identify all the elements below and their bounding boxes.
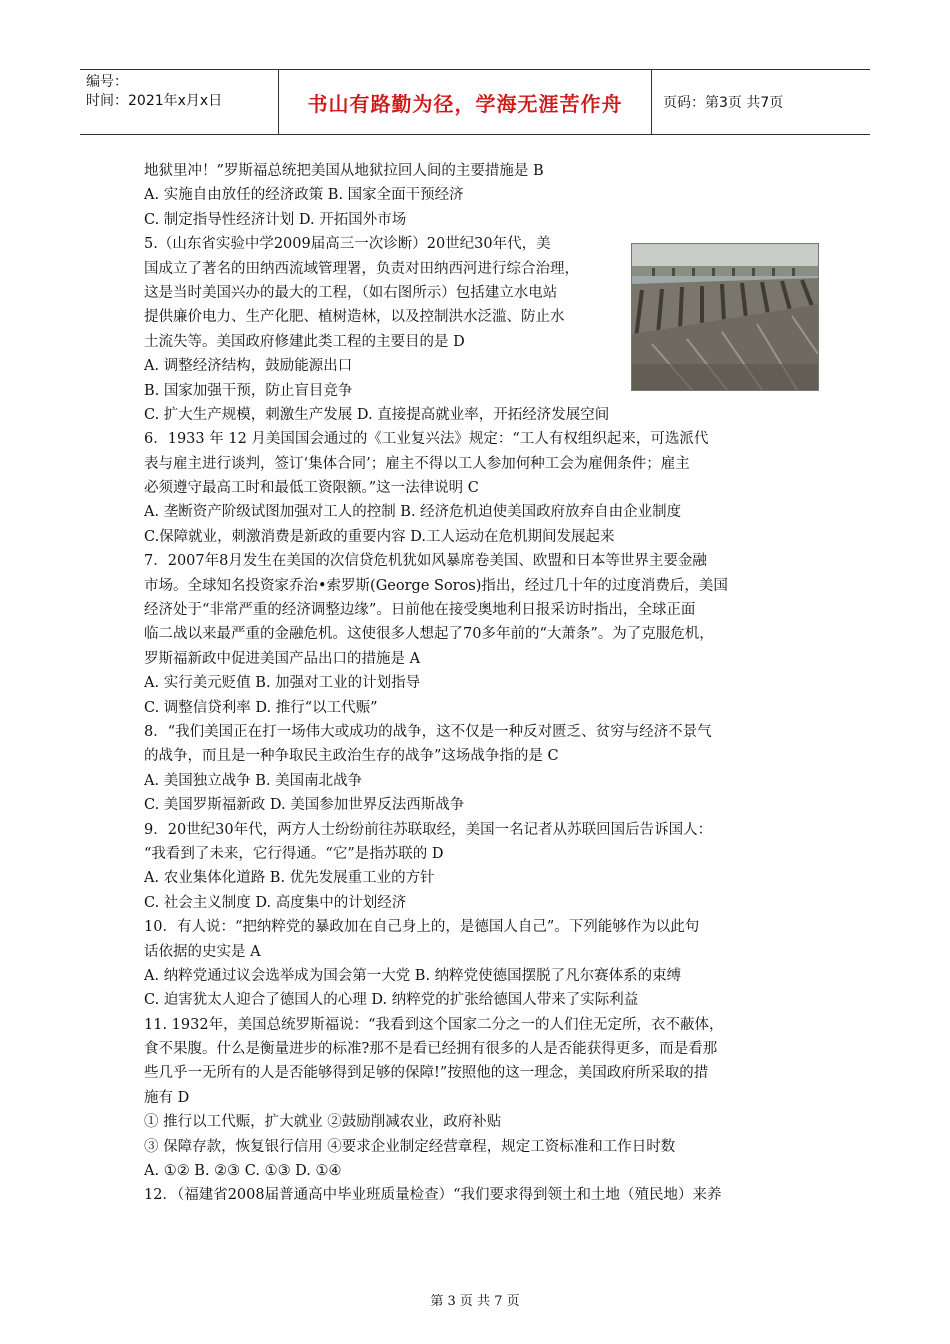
text-line: 5.（山东省实验中学2009届高三一次诊断）20世纪30年代，美: [144, 236, 551, 253]
header-divider: [651, 70, 652, 134]
text-line: 表与雇主进行谈判，签订‘集体合同’；雇主不得以工人参加何种工会为雇佣条件；雇主: [144, 455, 690, 472]
date-label: 时间：2021年x月x日: [86, 93, 223, 109]
header-motto: 书山有路勤为径，学海无涯苦作舟: [307, 91, 623, 116]
text-line: 罗斯福新政中促进美国产品出口的措施是 A: [144, 650, 421, 667]
text-line: A. ①② B. ②③ C. ①③ D. ①④: [144, 1163, 342, 1180]
text-line: “我看到了未来，它行得通。“它”是指苏联的 D: [144, 845, 444, 862]
text-line: A. 实施自由放任的经济政策 B. 国家全面干预经济: [144, 187, 464, 204]
text-line: 这是当时美国兴办的最大的工程，（如右图所示）包括建立水电站: [144, 284, 558, 301]
text-line: A. 垄断资产阶级试图加强对工人的控制 B. 经济危机迫使美国政府放弃自由企业制度: [144, 504, 682, 521]
dam-photo-icon: [631, 243, 819, 391]
page-number-label: 页码：第3页 共7页: [663, 95, 784, 111]
text-line: 7．2007年8月发生在美国的次信贷危机犹如风暴席卷美国、欧盟和日本等世界主要金融: [144, 553, 707, 570]
text-line: 经济处于“非常严重的经济调整边缘”。日前他在接受奥地利日报采访时指出，全球正面: [144, 602, 696, 619]
text-line: C.保障就业，刺激消费是新政的重要内容 D.工人运动在危机期间发展起来: [144, 528, 615, 545]
text-line: A. 实行美元贬值 B. 加强对工业的计划指导: [144, 675, 421, 692]
text-line: ① 推行以工代赈，扩大就业 ②鼓励削减农业，政府补贴: [144, 1114, 502, 1131]
text-line: C. 制定指导性经济计划 D. 开拓国外市场: [144, 211, 407, 228]
text-line: 8．“我们美国正在打一场伟大或成功的战争，这不仅是一种反对匮乏、贫穷与经济不景气: [144, 723, 712, 740]
text-line: C. 扩大生产规模，刺激生产发展 D. 直接提高就业率，开拓经济发展空间: [144, 406, 610, 423]
text-line: 些几乎一无所有的人是否能够得到足够的保障!”按照他的这一理念，美国政府所采取的措: [144, 1065, 709, 1082]
text-line: 9．20世纪30年代，两方人士纷纷前往苏联取经，美国一名记者从苏联回国后告诉国人：: [144, 821, 713, 838]
page-footer: 第 3 页 共 7 页: [430, 1294, 520, 1309]
text-line: 市场。全球知名投资家乔治•索罗斯(George Soros)指出，经过几十年的过度消费后，美国: [144, 577, 728, 594]
text-line: 话依据的史实是 A: [144, 943, 261, 960]
text-line: 食不果腹。什么是衡量进步的标准?那不是看已经拥有很多的人是否能获得更多，而是看那: [144, 1041, 718, 1058]
number-label: 编号：: [86, 74, 128, 90]
text-line: 11. 1932年，美国总统罗斯福说：“我看到这个国家二分之一的人们住无定所，衣不蔽体，: [144, 1016, 724, 1033]
text-line: 国成立了著名的田纳西流域管理署，负责对田纳西河进行综合治理，: [144, 260, 579, 277]
text-line: 的战争，而且是一种争取民主政治生存的战争”这场战争指的是 C: [144, 748, 559, 765]
text-line: ③ 保障存款，恢复银行信用 ④要求企业制定经营章程，规定工资标准和工作日时数: [144, 1138, 676, 1155]
text-line: 地狱里冲！”罗斯福总统把美国从地狱拉回人间的主要措施是 B: [144, 163, 544, 179]
text-line: 土流失等。美国政府修建此类工程的主要目的是 D: [144, 333, 465, 350]
text-line: A. 调整经济结构，鼓励能源出口: [144, 358, 353, 375]
text-line: 提供廉价电力、生产化肥、植树造林，以及控制洪水泛滥、防止水: [144, 309, 565, 326]
page-header: [80, 69, 870, 135]
text-line: C. 社会主义制度 D. 高度集中的计划经济: [144, 894, 407, 911]
text-line: C. 迫害犹太人迎合了德国人的心理 D. 纳粹党的扩张给德国人带来了实际利益: [144, 992, 639, 1009]
text-line: 10．有人说：“把纳粹党的暴政加在自己身上的，是德国人自己”。下列能够作为以此句: [144, 919, 700, 936]
text-line: B. 国家加强干预，防止盲目竞争: [144, 382, 353, 399]
text-line: A. 农业集体化道路 B. 优先发展重工业的方针: [144, 870, 435, 887]
text-line: 12．（福建省2008届普通高中毕业班质量检查）“我们要求得到领土和土地（殖民地）来养: [144, 1187, 722, 1204]
text-line: C. 调整信贷利率 D. 推行“以工代赈”: [144, 699, 378, 716]
text-line: 6．1933 年 12 月美国国会通过的《工业复兴法》规定：“工人有权组织起来，可选派代: [144, 431, 709, 448]
text-line: 临二战以来最严重的金融危机。这使很多人想起了70多年前的“大萧条”。为了克服危机，: [144, 626, 714, 643]
text-line: 必须遵守最高工时和最低工资限额。”这一法律说明 C: [144, 480, 479, 497]
text-line: 施有 D: [144, 1089, 190, 1106]
header-meta: [80, 70, 278, 134]
text-line: A. 美国独立战争 B. 美国南北战争: [144, 772, 363, 789]
text-line: C. 美国罗斯福新政 D. 美国参加世界反法西斯战争: [144, 797, 465, 814]
text-line: A. 纳粹党通过议会选举成为国会第一大党 B. 纳粹党使德国摆脱了凡尔赛体系的束缚: [144, 967, 682, 984]
